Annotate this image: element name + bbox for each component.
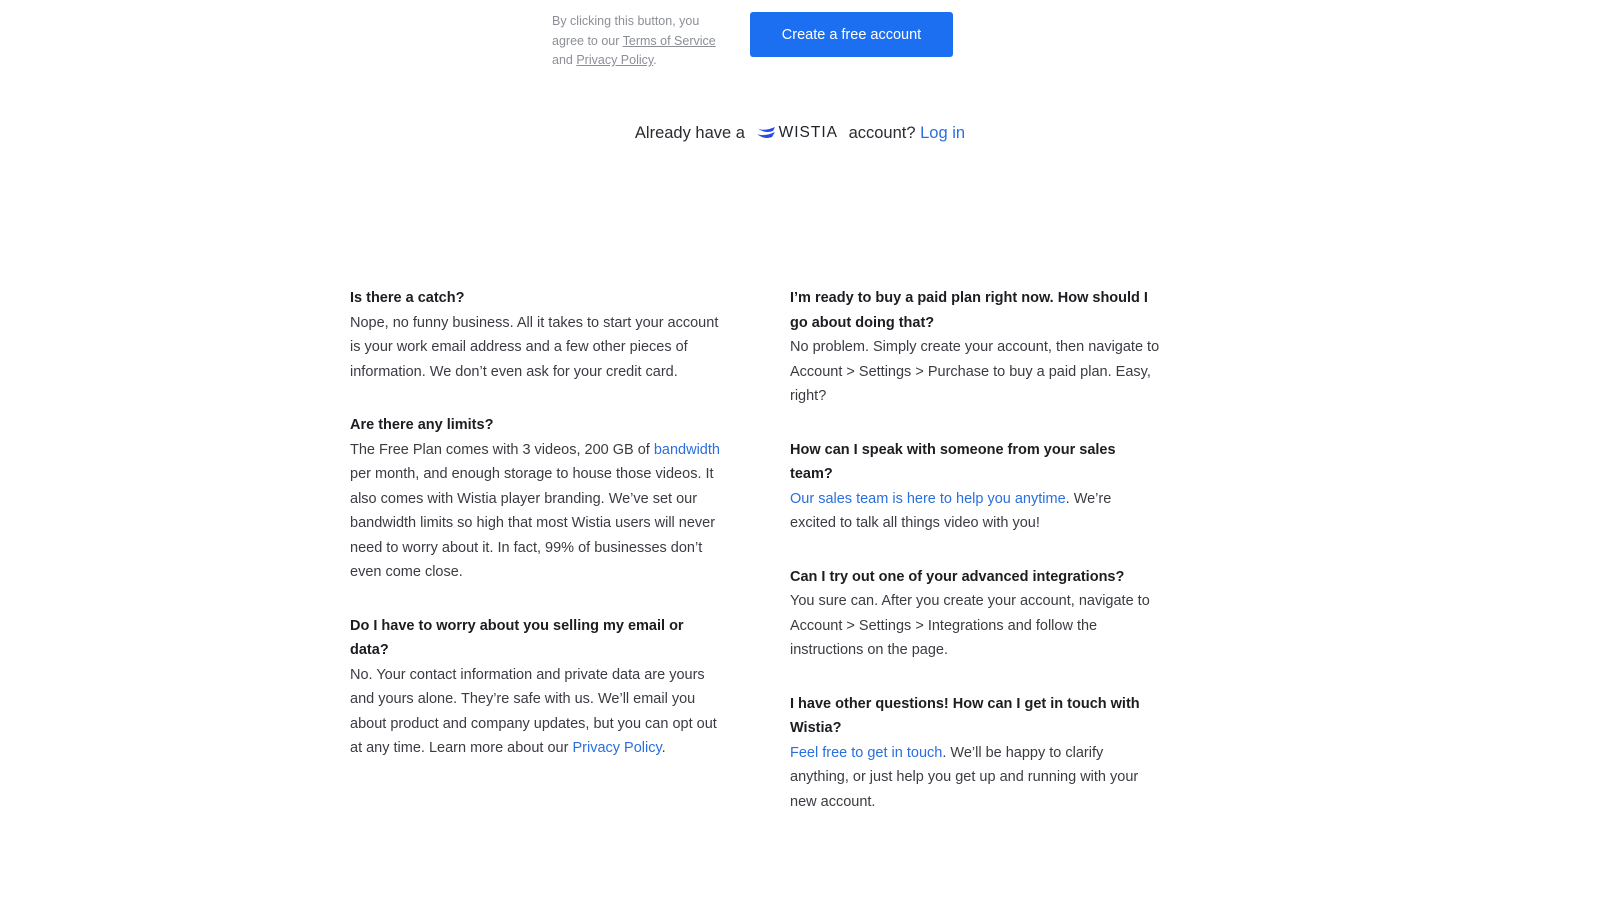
faq-answer: Nope, no funny business. All it takes to start your account is your work email address and a few other pieces of information. We don’t even ask for your credit card. — [350, 314, 719, 380]
faq-answer: No problem. Simply create your account, then navigate to Account > Settings > Purchase to buy a paid plan. Easy, right? — [790, 339, 1160, 404]
bandwidth-link[interactable]: bandwidth — [653, 441, 720, 458]
faq-answer-text: per month, and enough storage to house those videos. It also comes with Wistia player branding. We’ve set our bandwidth limits so high that most Wistia users will never need to worry about it. In fact, 99% of businesses don’t even come close. — [350, 466, 716, 580]
signup-row — [552, 10, 953, 71]
wistia-logo — [756, 124, 838, 142]
log-in-link[interactable]: Log in — [920, 124, 966, 142]
terms-of-service-link[interactable]: Terms of Service — [622, 33, 716, 48]
login-prompt-prefix: Already have a — [634, 124, 745, 142]
faq-question: How can I speak with someone from your sales team? — [790, 441, 1116, 482]
faq-answer-text: . We’re excited to talk all things video with you! — [790, 490, 1112, 531]
faq-answer-text: The Free Plan comes with 3 videos, 200 GB of — [350, 441, 654, 458]
faq-answer — [350, 663, 720, 761]
login-prompt-suffix: account? — [848, 124, 916, 142]
faq-question: Do I have to worry about you selling my email or data? — [350, 617, 684, 658]
wistia-wordmark: WISTIA — [778, 123, 838, 141]
sales-team-link[interactable]: Our sales team is here to help you anytime — [790, 490, 1066, 507]
faq-answer-text: . We’ll be happy to clarify anything, or just help you get up and running with your new account. — [790, 744, 1139, 810]
terms-middle: and — [552, 53, 577, 67]
create-account-button[interactable]: Create a free account — [750, 12, 953, 57]
faq-item — [350, 614, 720, 761]
faq-question: Can I try out one of your advanced integrations? — [790, 568, 1125, 585]
terms-suffix: . — [653, 53, 657, 67]
faq-question: Are there any limits? — [350, 417, 494, 433]
faq-question: I’m ready to buy a paid plan right now. How should I go about doing that? — [790, 290, 1148, 331]
privacy-policy-link[interactable]: Privacy Policy — [576, 53, 654, 67]
faq-item — [350, 286, 720, 384]
faq-answer-text: No. Your contact information and private data are yours and yours alone. They’re safe with us. We’ll email you about product and company updates, but you can opt out at any time. Learn more about our — [350, 666, 717, 756]
faq-item — [350, 413, 720, 585]
faq-item — [790, 565, 1160, 663]
faq-column-right — [790, 286, 1160, 843]
faq-answer-text: . — [661, 740, 666, 756]
login-prompt — [0, 124, 1600, 143]
faq-answer — [350, 438, 720, 585]
faq-privacy-policy-link[interactable]: Privacy Policy — [572, 740, 662, 756]
faq-question: I have other questions! How can I get in touch with Wistia? — [790, 695, 1140, 736]
faq-answer — [790, 487, 1160, 536]
faq-answer — [790, 741, 1160, 815]
faq-answer: You sure can. After you create your account, navigate to Account > Settings > Integrations and follow the instructions on the page. — [790, 593, 1150, 658]
wistia-mark-icon — [756, 126, 776, 140]
terms-prefix: By clicking this button, you agree to our — [552, 14, 700, 48]
terms-notice — [552, 12, 732, 71]
faq-item — [790, 692, 1160, 815]
faq-item — [790, 438, 1160, 536]
get-in-touch-link[interactable]: Feel free to get in touch — [790, 744, 943, 761]
faq-item — [790, 286, 1160, 409]
faq-column-left — [350, 286, 720, 790]
faq-question: Is there a catch? — [350, 290, 465, 306]
